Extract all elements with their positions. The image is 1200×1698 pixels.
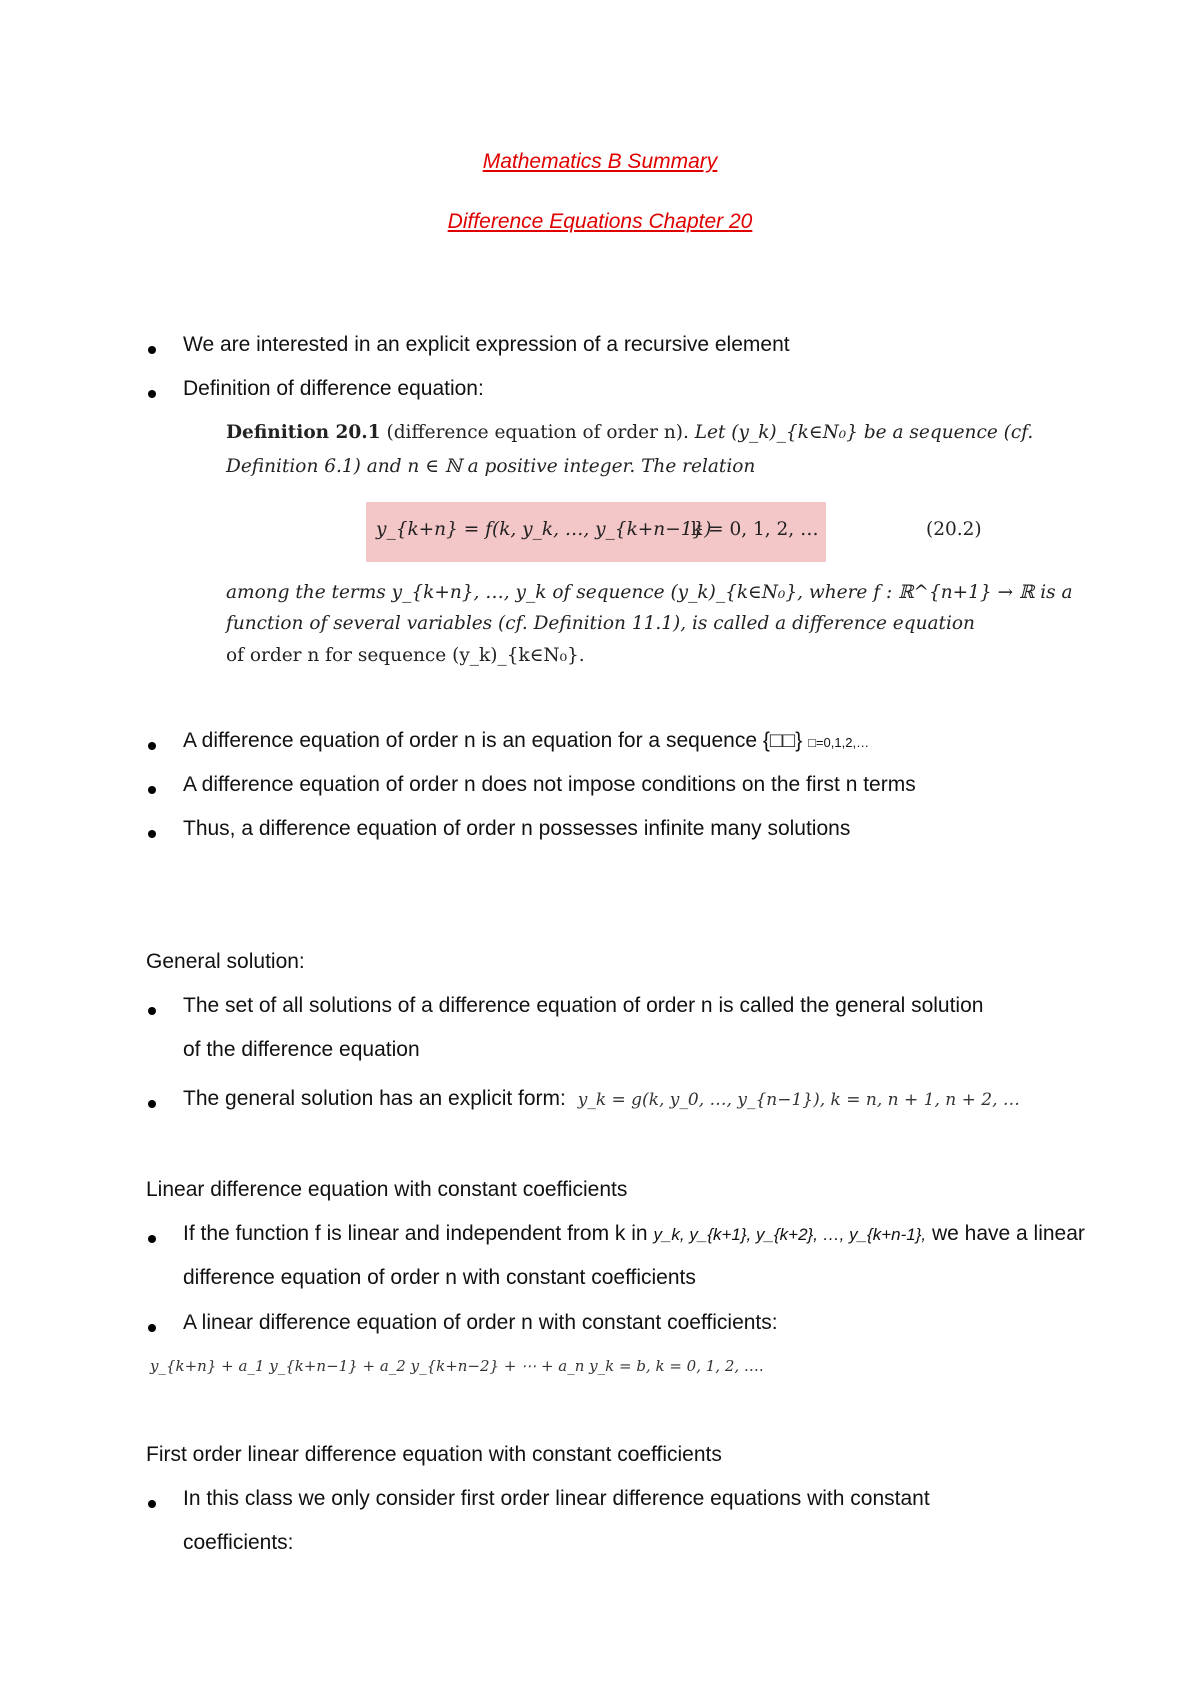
bullet-dot — [148, 742, 156, 750]
first-order-heading: First order linear difference equation with constant coefficients — [146, 1443, 722, 1466]
definition-line5: of order n for sequence (y_k)_{k∈N₀}. — [226, 645, 585, 666]
bullet-dot — [148, 1007, 156, 1015]
definition-head-rest: (difference equation of order n). — [386, 422, 689, 443]
definition-line2: Definition 6.1) and n ∈ ℕ a positive integer. The relation — [226, 456, 756, 477]
general-bullet-2-text: The general solution has an explicit form: — [183, 1087, 566, 1110]
linear-bullet-1-line2: difference equation of order n with constant coefficients — [183, 1266, 696, 1289]
order-bullet-1 — [183, 729, 869, 753]
definition-line1: Let (y_k)_{k∈N₀} be a sequence (cf. — [694, 422, 1034, 443]
linear-bullet-1-vars: y_k, y_{k+1}, y_{k+2}, …, y_{k+n-1}, — [653, 1225, 927, 1244]
document-title: Mathematics B Summary — [482, 150, 718, 173]
first-order-bullet-line2: coefficients: — [183, 1531, 294, 1554]
general-solution-heading: General solution: — [146, 950, 305, 973]
bullet-dot — [148, 786, 156, 794]
bullet-dot — [148, 830, 156, 838]
order-bullet-3: Thus, a difference equation of order n possesses infinite many solutions — [183, 817, 851, 840]
linear-bullet-2: A linear difference equation of order n with constant coefficients: — [183, 1311, 778, 1334]
general-bullet-2 — [183, 1087, 1020, 1111]
general-solution-formula: y_k = g(k, y_0, …, y_{n−1}), k = n, n + 1, n + 2, … — [577, 1090, 1020, 1110]
definition-line3: among the terms y_{k+n}, …, y_k of sequence (y_k)_{k∈N₀}, where f : ℝ^{n+1} → ℝ is a — [226, 582, 1073, 603]
linear-bullet-1-line1 — [183, 1222, 1085, 1246]
definition-head: Definition 20.1 — [226, 422, 381, 443]
general-bullet-1-line2: of the difference equation — [183, 1038, 420, 1061]
linear-bullet-1-end: we have a linear — [931, 1222, 1085, 1245]
bullet-dot — [148, 390, 156, 398]
bullet-dot — [148, 346, 156, 354]
general-bullet-1-line1: The set of all solutions of a difference equation of order n is called the general solution — [183, 994, 984, 1017]
bullet-dot — [148, 1100, 156, 1108]
definition-line4: function of several variables (cf. Definition 11.1), is called a difference equation — [226, 613, 975, 634]
definition-formula-box — [366, 502, 826, 562]
order-bullet-1-subscript: □=0,1,2,… — [808, 735, 870, 750]
linear-bullet-1-start: If the function f is linear and independent from k in — [183, 1222, 648, 1245]
order-bullet-2: A difference equation of order n does not impose conditions on the first n terms — [183, 773, 916, 796]
linear-heading: Linear difference equation with constant coefficients — [146, 1178, 628, 1201]
order-bullet-1-text: A difference equation of order n is an equation for a sequence {□□} — [183, 729, 803, 752]
bullet-dot — [148, 1324, 156, 1332]
definition-formula: y_{k+n} = f(k, y_k, …, y_{k+n−1}) — [376, 519, 712, 540]
definition-formula-range: k = 0, 1, 2, … — [691, 519, 819, 540]
linear-formula: y_{k+n} + a_1 y_{k+n−1} + a_2 y_{k+n−2} + ⋯ + a_n y_k = b, k = 0, 1, 2, …. — [150, 1357, 764, 1375]
intro-bullet-2: Definition of difference equation: — [183, 377, 484, 400]
chapter-title: Difference Equations Chapter 20 — [447, 210, 753, 233]
bullet-dot — [148, 1500, 156, 1508]
first-order-bullet-line1: In this class we only consider first order linear difference equations with constant — [183, 1487, 930, 1510]
intro-bullet-1: We are interested in an explicit expression of a recursive element — [183, 333, 790, 356]
bullet-dot — [148, 1235, 156, 1243]
equation-number: (20.2) — [926, 519, 982, 540]
